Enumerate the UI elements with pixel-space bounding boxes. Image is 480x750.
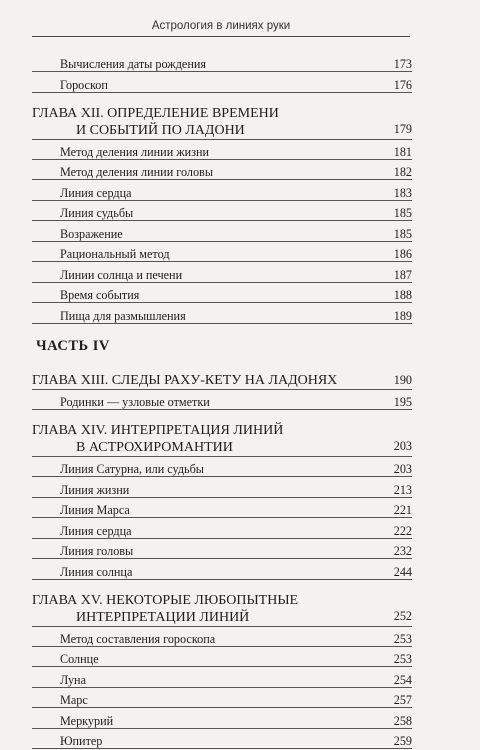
toc-entry-page-number: 221 <box>393 503 412 517</box>
toc-entry-label: Меркурий <box>60 713 114 728</box>
toc-entry-label: Солнце <box>60 652 99 666</box>
toc-chapter-13 <box>32 369 412 390</box>
toc-entry <box>32 201 412 221</box>
chapter-page-number: 190 <box>393 373 412 387</box>
toc-entry <box>32 390 412 410</box>
toc-entry <box>32 498 412 518</box>
toc-entry-page-number: 222 <box>393 523 412 538</box>
toc-entry <box>32 560 412 580</box>
toc-entry-page-number: 185 <box>393 206 412 220</box>
toc-entry-page-number: 259 <box>393 734 412 748</box>
toc-entry <box>32 729 412 749</box>
toc-entry-page-number: 182 <box>393 165 412 179</box>
toc-entry-page-number: 173 <box>393 57 412 71</box>
running-title: Астрология в линиях руки <box>151 20 291 32</box>
toc-chapter-14 <box>32 416 412 457</box>
toc-entry-page-number: 195 <box>393 395 412 409</box>
toc-entry-label: Гороскоп <box>60 77 108 92</box>
running-header <box>32 0 410 45</box>
toc-entry <box>32 647 412 667</box>
toc-chapter-12 <box>32 99 412 140</box>
toc-entry-page-number: 187 <box>393 267 412 282</box>
chapter-title: ГЛАВА XIII. СЛЕДЫ РАХУ-КЕТУ НА ЛАДОНЯХ <box>32 373 338 388</box>
toc-entry-page-number: 232 <box>393 544 412 558</box>
toc-entry-label: Линия солнца <box>60 564 133 579</box>
toc-entry <box>32 222 412 242</box>
toc-entry-group <box>32 457 412 580</box>
toc-entry <box>32 304 412 324</box>
toc-entry-page-number: 185 <box>393 226 412 241</box>
toc-entry <box>32 52 412 72</box>
toc-entry-page-number: 181 <box>393 144 412 159</box>
header-rule <box>32 36 410 37</box>
toc-entry-label: Вычисления даты рождения <box>60 57 206 71</box>
toc-entry <box>32 709 412 729</box>
toc-entry-label: Линия сердца <box>60 523 132 538</box>
toc-entry-label: Линия Марса <box>60 503 130 517</box>
toc-entry-page-number: 186 <box>393 247 412 261</box>
toc-entry-label: Пища для размышления <box>60 308 186 323</box>
toc-entry-label: Линии солнца и печени <box>60 267 183 282</box>
chapter-title: ГЛАВА XV. НЕКОТОРЫЕ ЛЮБОПЫТНЫЕ <box>32 592 299 608</box>
toc-entry-label: Марс <box>60 693 88 707</box>
toc-entry-page-number: 258 <box>393 713 412 728</box>
toc-entry-label: Метод составления гороскопа <box>60 631 216 646</box>
toc-entry-page-number: 189 <box>393 308 412 323</box>
toc-entry-label: Линия сердца <box>60 185 132 200</box>
toc-entry-page-number: 183 <box>393 185 412 200</box>
chapter-title-continued: В АСТРОХИРОМАНТИИ <box>76 440 233 455</box>
toc-entry-label: Линия головы <box>60 544 134 558</box>
toc-entry <box>32 160 412 180</box>
toc-entry <box>32 73 412 93</box>
toc-entry-page-number: 203 <box>393 462 412 476</box>
toc-part-heading: ЧАСТЬ IV <box>36 338 110 354</box>
toc-entry-label: Линия жизни <box>60 482 130 497</box>
chapter-page-number: 203 <box>393 439 412 453</box>
chapter-title-continued: ИНТЕРПРЕТАЦИИ ЛИНИЙ <box>76 609 250 625</box>
chapter-title-continued: И СОБЫТИЙ ПО ЛАДОНИ <box>76 122 245 138</box>
toc-entry-page-number: 257 <box>393 693 412 707</box>
toc-entry-label: Луна <box>60 672 86 687</box>
toc-entry <box>32 140 412 160</box>
toc-entry-label: Время события <box>60 288 140 302</box>
toc-entry-label: Юпитер <box>60 734 103 748</box>
toc-entry <box>32 263 412 283</box>
toc-entry-group <box>32 52 412 93</box>
toc-entry-page-number: 244 <box>393 564 412 579</box>
toc-chapter-15 <box>32 586 412 627</box>
toc-entry-group <box>32 627 412 750</box>
toc-entry-page-number: 254 <box>393 672 412 687</box>
toc-entry-page-number: 176 <box>393 77 412 92</box>
toc-entry <box>32 668 412 688</box>
chapter-page-number: 179 <box>393 121 412 136</box>
toc-entry <box>32 181 412 201</box>
chapter-title: ГЛАВА XIV. ИНТЕРПРЕТАЦИЯ ЛИНИЙ <box>32 423 284 438</box>
toc-entry <box>32 627 412 647</box>
toc-entry-page-number: 213 <box>393 482 412 497</box>
toc-entry-label: Линия судьбы <box>60 206 134 220</box>
toc-entry-group <box>32 390 412 410</box>
toc-entry <box>32 539 412 559</box>
toc-entry-page-number: 188 <box>393 288 412 302</box>
toc-entry <box>32 688 412 708</box>
toc-entry <box>32 283 412 303</box>
table-of-contents <box>32 52 412 750</box>
toc-entry-label: Возражение <box>60 226 123 241</box>
chapter-title: ГЛАВА XII. ОПРЕДЕЛЕНИЕ ВРЕМЕНИ <box>32 105 279 121</box>
toc-entry-label: Рациональный метод <box>60 247 170 261</box>
toc-entry-page-number: 253 <box>393 631 412 646</box>
toc-entry-label: Метод деления линии жизни <box>60 144 210 159</box>
toc-entry-label: Линия Сатурна, или судьбы <box>60 462 204 476</box>
toc-entry <box>32 242 412 262</box>
toc-entry <box>32 519 412 539</box>
toc-entry-label: Родинки — узловые отметки <box>60 395 210 409</box>
toc-entry-group <box>32 140 412 324</box>
toc-entry-page-number: 253 <box>393 652 412 666</box>
toc-entry <box>32 478 412 498</box>
toc-entry-label: Метод деления линии головы <box>60 165 214 179</box>
chapter-page-number: 252 <box>393 608 412 623</box>
toc-entry <box>32 457 412 477</box>
